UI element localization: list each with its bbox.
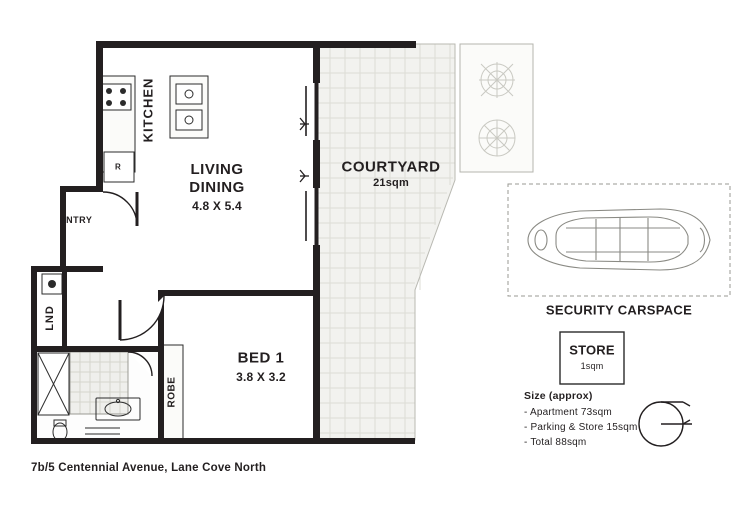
store-label: STORE bbox=[569, 342, 615, 358]
room-label-laundry: LND bbox=[44, 305, 56, 331]
store-area: 1sqm bbox=[580, 361, 604, 371]
room-label-bed-1: BED 1 bbox=[237, 349, 285, 367]
room-label-living: LIVING bbox=[190, 161, 244, 178]
size-panel-heading: Size (approx) bbox=[524, 390, 593, 402]
courtyard-area bbox=[318, 44, 455, 440]
security-carspace-box bbox=[508, 184, 730, 296]
security-carspace-label: SECURITY CARSPACE bbox=[545, 302, 693, 318]
store-box bbox=[560, 332, 624, 384]
room-label-robe: ROBE bbox=[166, 376, 178, 408]
room-dimensions-bed-1: 3.8 X 3.2 bbox=[236, 370, 286, 384]
room-label-kitchen: KITCHEN bbox=[140, 77, 156, 143]
room-label-entry: ENTRY bbox=[59, 215, 93, 225]
garden-planter bbox=[460, 44, 533, 172]
fridge-label: R bbox=[115, 162, 121, 172]
size-line-total: - Total 88sqm bbox=[524, 437, 587, 448]
north-compass-icon bbox=[639, 402, 692, 446]
room-label-dining: DINING bbox=[189, 179, 245, 196]
room-area-courtyard: 21sqm bbox=[373, 177, 409, 189]
size-line-parking-store: - Parking & Store 15sqm bbox=[524, 422, 638, 433]
room-label-courtyard: COURTYARD bbox=[341, 158, 441, 176]
property-address: 7b/5 Centennial Avenue, Lane Cove North bbox=[31, 462, 267, 474]
room-dimensions-living-dining: 4.8 X 5.4 bbox=[192, 199, 242, 213]
laundry-fitting bbox=[42, 274, 62, 294]
size-line-apartment: - Apartment 73sqm bbox=[524, 407, 612, 418]
